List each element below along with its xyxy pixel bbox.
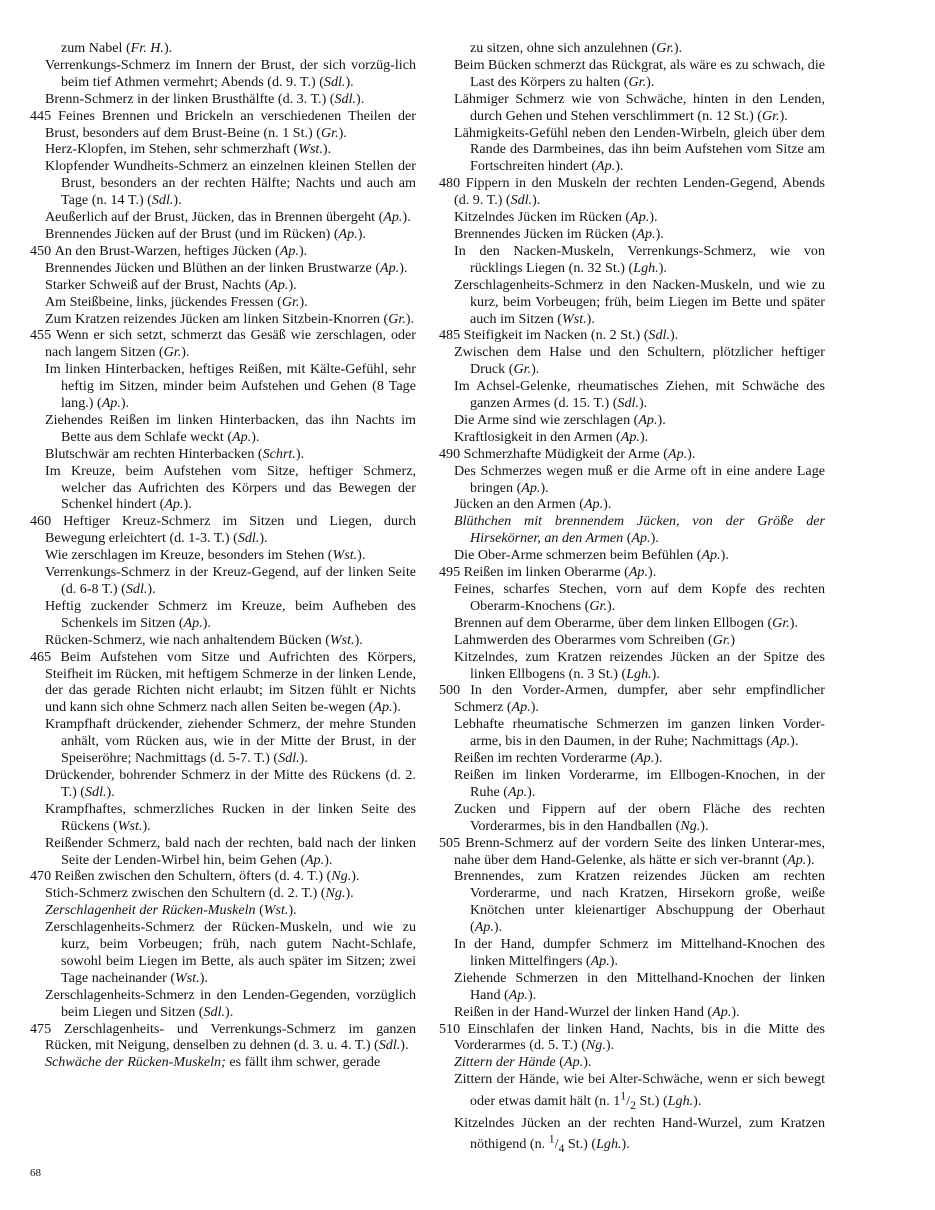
entry-text: Beim Bücken schmerzt das Rückgrat, als wäre es zu schwach, die Last des Körpers zu halten (Gr.). bbox=[454, 56, 826, 90]
symptom-entry bbox=[439, 513, 825, 547]
numbered-symptom-entry bbox=[439, 564, 825, 581]
entry-text: Jücken an den Armen (Ap.). bbox=[454, 496, 612, 513]
entry-text: Zucken und Fippern auf der obern Fläche des rechten Vorderarmes, bis in den Handballen (Ng.). bbox=[454, 800, 825, 834]
entry-number: 510 bbox=[439, 1020, 468, 1037]
entry-text: Krampfhaft drückender, ziehender Schmerz, der mehre Stunden anhält, vom Rücken aus, wie in der Mitte der Brust, in der Speiseröhre; Nachmittags (d. 5-7. T.) (Sdl.). bbox=[45, 716, 416, 767]
entry-text: zu sitzen, ohne sich anzulehnen (Gr.). bbox=[470, 40, 683, 56]
symptom-entry bbox=[439, 463, 825, 497]
symptom-entry bbox=[30, 885, 416, 902]
entry-text: Verrenkungs-Schmerz im Innern der Brust, der sich vorzüg-lich beim tief Athmen vermehrt; Abends (d. 9. T.) (Sdl.). bbox=[45, 56, 416, 90]
entry-number: 450 bbox=[30, 242, 55, 259]
entry-number: 455 bbox=[30, 327, 57, 344]
entry-number: 485 bbox=[439, 327, 464, 344]
entry-text: Heftig zuckender Schmerz im Kreuze, beim Aufheben des Schenkels im Sitzen (Ap.). bbox=[45, 597, 416, 631]
entry-text: Rücken-Schmerz, wie nach anhaltendem Bücken (Wst.). bbox=[45, 631, 363, 648]
entry-text: Heftiger Kreuz-Schmerz im Sitzen und Liegen, durch Bewegung erleichtert (d. 1-3. T.) (Sdl.). bbox=[45, 513, 417, 547]
symptom-entry bbox=[439, 226, 825, 243]
entry-text: Zerschlagenheit der Rücken-Muskeln (Wst.). bbox=[45, 902, 297, 919]
numbered-symptom-entry bbox=[30, 108, 416, 142]
entry-text: Kitzelndes Jücken im Rücken (Ap.). bbox=[454, 209, 658, 226]
entry-text: Die Arme sind wie zerschlagen (Ap.). bbox=[454, 411, 666, 428]
entry-text: Wenn er sich setzt, schmerzt das Gesäß wie zerschlagen, oder nach langem Sitzen (Gr.). bbox=[45, 327, 416, 361]
symptom-entry bbox=[30, 40, 416, 57]
entry-text: Reißen im rechten Vorderarme (Ap.). bbox=[454, 750, 663, 767]
entry-text: Zerschlagenheits-Schmerz in den Nacken-Muskeln, und wie zu kurz, beim Vorbeugen; früh, beim Liegen im Bette und später auch im Sitzen (Wst.). bbox=[454, 276, 825, 327]
entry-text: Des Schmerzes wegen muß er die Arme oft in eine andere Lage bringen (Ap.). bbox=[454, 462, 825, 496]
symptom-entry bbox=[439, 496, 825, 513]
entry-text: Feines Brennen und Brickeln an verschiedenen Theilen der Brust, besonders auf dem Brust-Beine (n. 1 St.) (Gr.). bbox=[45, 107, 416, 141]
symptom-entry bbox=[30, 801, 416, 835]
numbered-symptom-entry bbox=[439, 835, 825, 869]
symptom-entry bbox=[30, 311, 416, 328]
numbered-symptom-entry bbox=[439, 446, 825, 463]
entry-text: An den Brust-Warzen, heftiges Jücken (Ap.). bbox=[54, 242, 308, 259]
symptom-entry bbox=[439, 649, 825, 683]
symptom-entry bbox=[30, 598, 416, 632]
entry-text: In der Hand, dumpfer Schmerz im Mittelhand-Knochen des linken Mittelfingers (Ap.). bbox=[454, 936, 825, 969]
right-column bbox=[439, 40, 825, 1158]
entry-text: Zittern der Hände, wie bei Alter-Schwäche, wenn er sich bewegt oder etwas damit hält (n. $1^1/_2$ St.) (Lgh.). bbox=[454, 1071, 825, 1112]
entry-number: 500 bbox=[439, 682, 471, 699]
entry-text: Reißender Schmerz, bald nach der rechten, bald nach der linken Seite der Lenden-Wirbel hin, beim Gehen (Ap.). bbox=[45, 834, 416, 868]
entry-number: 465 bbox=[30, 648, 61, 665]
entry-text: Im linken Hinterbacken, heftiges Reißen, mit Kälte-Gefühl, sehr heftig im Sitzen, minder beim Aufstehen und Gehen (8 Tage lang.) (Ap.). bbox=[45, 361, 416, 412]
symptom-entry bbox=[30, 902, 416, 919]
symptom-entry bbox=[439, 801, 825, 835]
symptom-entry bbox=[439, 57, 825, 91]
entry-text: Schwäche der Rücken-Muskeln; es fällt ihm schwer, gerade bbox=[45, 1054, 381, 1071]
entry-number: 445 bbox=[30, 107, 59, 124]
symptom-entry bbox=[439, 1004, 825, 1021]
entry-text: In den Nacken-Muskeln, Verrenkungs-Schmerz, wie von rücklings Liegen (n. 32 St.) (Lgh.). bbox=[454, 242, 825, 276]
symptom-entry bbox=[30, 716, 416, 767]
symptom-entry bbox=[30, 1054, 416, 1071]
symptom-entry bbox=[439, 243, 825, 277]
entry-text: Klopfender Wundheits-Schmerz an einzelnen kleinen Stellen der Brust, besonders an der rechten Hälfte; Nachts und auch am Tage (n. 14 T.) (Sdl.). bbox=[45, 158, 416, 209]
entry-text: zum Nabel (Fr. H.). bbox=[61, 40, 173, 56]
symptom-entry bbox=[30, 361, 416, 412]
entry-text: Brennendes, zum Kratzen reizendes Jücken am rechten Vorderarme, und nach Kratzen, Hirsekorn große, weiße Knötchen unter kleienartiger Abschuppung der Oberhaut (Ap.). bbox=[454, 868, 825, 936]
entry-text: Verrenkungs-Schmerz in der Kreuz-Gegend, auf der linken Seite (d. 6-8 T.) (Sdl.). bbox=[45, 564, 416, 597]
symptom-entry bbox=[30, 141, 416, 158]
symptom-entry bbox=[30, 91, 416, 108]
entry-text: Drückender, bohrender Schmerz in der Mitte des Rückens (d. 2. T.) (Sdl.). bbox=[45, 766, 416, 800]
symptom-entry bbox=[439, 868, 825, 936]
symptom-entry bbox=[30, 260, 416, 277]
symptom-entry bbox=[30, 564, 416, 598]
entry-text: Brennendes Jücken und Blüthen an der linken Brustwarze (Ap.). bbox=[45, 259, 408, 276]
symptom-entry bbox=[439, 429, 825, 446]
symptom-entry bbox=[30, 226, 416, 243]
entry-number: 460 bbox=[30, 513, 64, 530]
entry-number: 480 bbox=[439, 175, 466, 192]
symptom-entry bbox=[30, 463, 416, 514]
entry-text: Zum Kratzen reizendes Jücken am linken Sitzbein-Knorren (Gr.). bbox=[45, 310, 415, 327]
entry-text: Brennen auf dem Oberarme, über dem linken Ellbogen (Gr.). bbox=[454, 614, 799, 631]
symptom-entry bbox=[30, 294, 416, 311]
entry-text: Steifigkeit im Nacken (n. 2 St.) (Sdl.). bbox=[463, 327, 679, 344]
symptom-entry bbox=[439, 277, 825, 328]
entry-text: Reißen im linken Oberarme (Ap.). bbox=[463, 564, 657, 581]
entry-text: Brenn-Schmerz auf der vordern Seite des linken Unterar-mes, nahe über dem Hand-Gelenke, als hätte er sich ver-brannt (Ap.). bbox=[454, 834, 825, 868]
entry-text: Lahmwerden des Oberarmes vom Schreiben (Gr.) bbox=[454, 631, 736, 648]
symptom-entry bbox=[30, 277, 416, 294]
entry-text: Wie zerschlagen im Kreuze, besonders im Stehen (Wst.). bbox=[45, 547, 366, 564]
numbered-symptom-entry bbox=[30, 327, 416, 361]
entry-text: Ziehendes Reißen im linken Hinterbacken, das ihn Nachts im Bette aus dem Schlafe weckt (Ap.). bbox=[45, 411, 416, 445]
entry-text: Blutschwär am rechten Hinterbacken (Schrt.). bbox=[45, 445, 305, 462]
symptom-entry bbox=[439, 91, 825, 125]
entry-text: Einschlafen der linken Hand, Nachts, bis in die Mitte des Vorderarmes (d. 5. T.) (Ng.). bbox=[454, 1020, 825, 1054]
symptom-entry bbox=[439, 547, 825, 564]
symptom-entry bbox=[30, 446, 416, 463]
symptom-entry bbox=[439, 344, 825, 378]
numbered-symptom-entry bbox=[439, 682, 825, 716]
entry-text: Brennendes Jücken auf der Brust (und im Rücken) (Ap.). bbox=[45, 225, 366, 242]
numbered-symptom-entry bbox=[30, 243, 416, 260]
symptom-entry bbox=[439, 615, 825, 632]
entry-text: In den Vorder-Armen, dumpfer, aber sehr empfindlicher Schmerz (Ap.). bbox=[454, 682, 825, 716]
numbered-symptom-entry bbox=[30, 649, 416, 717]
symptom-entry bbox=[30, 158, 416, 209]
entry-text: Am Steißbeine, links, jückendes Fressen (Gr.). bbox=[45, 293, 308, 310]
entry-text: Im Kreuze, beim Aufstehen vom Sitze, heftiger Schmerz, welcher das Aufrichten des Körpers und das Bewegen der Schenkel hindert (Ap.). bbox=[45, 462, 416, 513]
entry-text: Herz-Klopfen, im Stehen, sehr schmerzhaft (Wst.). bbox=[45, 141, 332, 158]
symptom-entry bbox=[30, 919, 416, 987]
entry-text: Reißen zwischen den Schultern, öfters (d. 4. T.) (Ng.). bbox=[54, 868, 360, 885]
symptom-entry bbox=[30, 632, 416, 649]
symptom-entry bbox=[30, 835, 416, 869]
entry-text: Stich-Schmerz zwischen den Schultern (d. 2. T.) (Ng.). bbox=[45, 885, 354, 902]
symptom-entry bbox=[439, 970, 825, 1004]
symptom-entry bbox=[30, 767, 416, 801]
numbered-symptom-entry bbox=[30, 868, 416, 885]
symptom-entry bbox=[30, 987, 416, 1021]
entry-text: Zerschlagenheits-Schmerz in den Lenden-Gegenden, vorzüglich beim Liegen und Sitzen (Sdl.). bbox=[45, 986, 416, 1020]
numbered-symptom-entry bbox=[439, 327, 825, 344]
left-column bbox=[30, 40, 416, 1071]
symptom-entry bbox=[30, 547, 416, 564]
entry-number: 470 bbox=[30, 868, 55, 885]
entry-text: Zerschlagenheits-Schmerz der Rücken-Muskeln, und wie zu kurz, beim Vorbeugen; früh, nach gutem Nacht-Schlafe, sowohl beim Liegen im Bette, als auch später im Sitzen; zwei Tage nacheinander (Wst.). bbox=[45, 919, 416, 986]
entry-text: Zerschlagenheits- und Verrenkungs-Schmerz im ganzen Rücken, mit Neigung, denselben zu dehnen (d. 3. u. 4. T.) (Sdl.). bbox=[45, 1020, 416, 1054]
entry-text: Brennendes Jücken im Rücken (Ap.). bbox=[454, 225, 664, 242]
numbered-symptom-entry bbox=[439, 175, 825, 209]
entry-text: Blüthchen mit brennendem Jücken, von der Größe der Hirsekörner, an den Armen (Ap.). bbox=[454, 513, 825, 547]
entry-text: Kraftlosigkeit in den Armen (Ap.). bbox=[454, 428, 649, 445]
entry-text: Kitzelndes, zum Kratzen reizendes Jücken an der Spitze des linken Ellbogens (n. 3 St.) (Lgh.). bbox=[454, 648, 825, 682]
entry-text: Feines, scharfes Stechen, vorn auf dem Kopfe des rechten Oberarm-Knochens (Gr.). bbox=[454, 581, 825, 614]
entry-text: Die Ober-Arme schmerzen beim Befühlen (Ap.). bbox=[454, 547, 729, 564]
entry-text: Zwischen dem Halse und den Schultern, plötzlicher heftiger Druck (Gr.). bbox=[454, 344, 825, 378]
entry-text: Aeußerlich auf der Brust, Jücken, das in Brennen übergeht (Ap.). bbox=[45, 209, 411, 226]
symptom-entry bbox=[439, 1115, 825, 1158]
symptom-entry bbox=[30, 209, 416, 226]
entry-number: 490 bbox=[439, 445, 464, 462]
entry-text: Kitzelndes Jücken an der rechten Hand-Wurzel, zum Kratzen nöthigend (n. $^1/_4$ St.) (Lgh.). bbox=[454, 1114, 825, 1155]
entry-text: Brenn-Schmerz in der linken Brusthälfte (d. 3. T.) (Sdl.). bbox=[45, 90, 365, 107]
entry-text: Zittern der Hände (Ap.). bbox=[454, 1054, 592, 1071]
entry-text: Reißen im linken Vorderarme, im Ellbogen-Knochen, in der Ruhe (Ap.). bbox=[454, 766, 825, 800]
entry-text: Beim Aufstehen vom Sitze und Aufrichten des Körpers, Steifheit im Rücken, mit heftigem Schmerze in der linken Lende, der das gerade Richten nicht erlaubt; im Sitzen fühlt er Nichts und kann sich ohne Schmerz nach allen Seiten be-wegen (Ap.). bbox=[45, 648, 416, 716]
entry-text: Lähmiger Schmerz wie von Schwäche, hinten in den Lenden, durch Gehen und Stehen verschlimmert (n. 12 St.) (Gr.). bbox=[454, 90, 825, 124]
symptom-entry bbox=[439, 750, 825, 767]
symptom-entry bbox=[439, 767, 825, 801]
page-number: 68 bbox=[30, 1167, 41, 1179]
entry-text: Lähmigkeits-Gefühl neben den Lenden-Wirbeln, gleich über dem Rande des Darmbeines, das ihn beim Aufstehen vom Sitze am Fortschreiten hindert (Ap.). bbox=[454, 124, 825, 175]
entry-text: Schmerzhafte Müdigkeit der Arme (Ap.). bbox=[463, 445, 696, 462]
symptom-entry bbox=[30, 412, 416, 446]
numbered-symptom-entry bbox=[30, 1021, 416, 1055]
symptom-entry bbox=[439, 378, 825, 412]
entry-text: Lebhafte rheumatische Schmerzen im ganzen linken Vorder-arme, bis in den Daumen, in der Ruhe; Nachmittags (Ap.). bbox=[454, 716, 825, 750]
entry-text: Krampfhaftes, schmerzliches Rucken in der linken Seite des Rückens (Wst.). bbox=[45, 800, 416, 834]
symptom-entry bbox=[439, 1054, 825, 1071]
symptom-entry bbox=[439, 1071, 825, 1114]
symptom-entry bbox=[439, 716, 825, 750]
entry-number: 495 bbox=[439, 564, 464, 581]
entry-text: Starker Schweiß auf der Brust, Nachts (Ap.). bbox=[45, 276, 297, 293]
symptom-entry bbox=[439, 412, 825, 429]
entry-text: Fippern in den Muskeln der rechten Lenden-Gegend, Abends (d. 9. T.) (Sdl.). bbox=[454, 175, 825, 209]
symptom-entry bbox=[439, 209, 825, 226]
entry-number: 505 bbox=[439, 834, 466, 851]
symptom-entry bbox=[439, 125, 825, 176]
entry-text: Ziehende Schmerzen in den Mittelhand-Knochen der linken Hand (Ap.). bbox=[454, 969, 825, 1003]
symptom-entry bbox=[30, 57, 416, 91]
symptom-entry bbox=[439, 581, 825, 615]
numbered-symptom-entry bbox=[30, 513, 416, 547]
numbered-symptom-entry bbox=[439, 1021, 825, 1055]
symptom-entry bbox=[439, 632, 825, 649]
entry-text: Im Achsel-Gelenke, rheumatisches Ziehen, mit Schwäche des ganzen Armes (d. 15. T.) (Sdl.). bbox=[454, 378, 825, 412]
entry-number: 475 bbox=[30, 1020, 64, 1037]
symptom-entry bbox=[439, 40, 825, 57]
entry-text: Reißen in der Hand-Wurzel der linken Hand (Ap.). bbox=[454, 1003, 740, 1020]
symptom-entry bbox=[439, 936, 825, 970]
